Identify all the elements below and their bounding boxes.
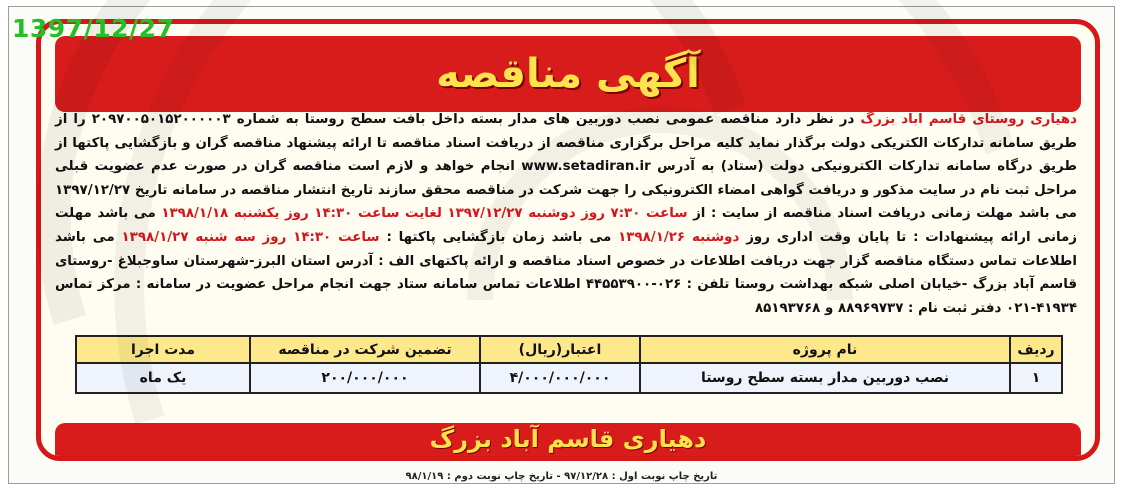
cell-row-number: ۱: [1010, 363, 1062, 393]
body-text-2: انجام خواهد و لازم است مناقصه گران در صورت عدم عضویت قبلی مراحل ثبت نام در سایت مذکور و دریافت گواهی امضاء الکترونیکی را جهت شرکت در مناقصه محقق سازند تاریخ انتشار مناقصه در سامانه تاریخ ۱۳۹۷/۱۲/۲۷ می باشد مهلت زمانی دریافت اسناد مناقصه از سایت : از: [55, 159, 1077, 222]
body-text-5: می باشد اطلاعات تماس دستگاه مناقصه گزار جهت دریافت اطلاعات در خصوص اسناد مناقصه و ارائه پاکتهای الف : آدرس استان البرز-شهرستان ساوجبلاغ -روستای قاسم آباد بزرگ -خیابان اصلی شبکه بهداشت روستا تلفن : ۰۲۶-۴۴۵۵۳۹۰۰ اطلاعات تماس سامانه ستاد جهت انجام مراحل عضویت در سامانه : مرکز تماس ۴۱۹۳۴-۰۲۱ دفتر ثبت نام : ۸۸۹۶۹۷۳۷ و ۸۵۱۹۳۷۶۸: [55, 229, 1077, 316]
print-dates: تاریخ چاپ نوبت اول : ۹۷/۱۲/۲۸ - تاریخ چاپ نوبت دوم : ۹۸/۱/۱۹: [405, 471, 718, 482]
title-band: [55, 36, 1081, 112]
opening-time: ساعت ۱۴:۳۰ روز سه شنبه ۱۳۹۸/۱/۲۷: [121, 229, 380, 245]
body-text-1: در نظر دارد مناقصه عمومی نصب دوربین های مدار بسته داخل بافت سطح روستا به شماره ۲۰۹۷۰۰۵۰۱۵۲۰۰۰۰۰۳ را از طریق سامانه تدارکات الکتریکی دولت برگذار نماید کلیه مراحل برگزاری مناقصه از دریافت اسناد مناقصه تا ارائه پیشنهاد مناقصه گران و بازگشایی پاکتها از طریق درگاه سامانه تدارکات الکترونیکی دولت (ستاد) به آدرس: [55, 112, 1077, 175]
header-duration: مدت اجرا: [76, 336, 250, 363]
cell-duration: یک ماه: [76, 363, 250, 393]
body-text-3: می باشد مهلت زمانی ارائه پیشنهادات : تا پایان وقت اداری روز: [55, 206, 1078, 245]
document-deadline: ساعت ۷:۳۰ روز دوشنبه ۱۳۹۷/۱۲/۲۷ لغایت ساعت ۱۴:۳۰ روز یکشنبه ۱۳۹۸/۱/۱۸: [161, 206, 688, 222]
cell-budget: ۴/۰۰۰/۰۰۰/۰۰۰: [480, 363, 640, 393]
notice-title: آگهی مناقصه: [436, 51, 700, 97]
header-row-number: ردیف: [1010, 336, 1062, 363]
submission-deadline: دوشنبه ۱۳۹۸/۱/۲۶: [618, 229, 740, 245]
table-header-row: [76, 336, 1062, 363]
header-guarantee: تضمین شرکت در مناقصه: [250, 336, 480, 363]
header-budget: اعتبار(ریال): [480, 336, 640, 363]
cell-guarantee: ۲۰۰/۰۰۰/۰۰۰: [250, 363, 480, 393]
notice-body: [55, 108, 1077, 320]
date-stamp: 1397/12/27: [12, 14, 175, 43]
organization-name: دهیاری روستای قاسم آباد بزرگ: [860, 112, 1078, 127]
footer-organization: دهیاری قاسم آباد بزرگ: [429, 425, 707, 453]
table-row: [76, 363, 1062, 393]
footer-band: [55, 423, 1081, 461]
website-link[interactable]: www.setadiran.ir: [521, 159, 651, 175]
notice-panel: [36, 19, 1100, 461]
header-project-name: نام پروژه: [640, 336, 1010, 363]
project-table: [75, 335, 1063, 394]
cell-project-name: نصب دوربین مدار بسته سطح روستا: [640, 363, 1010, 393]
body-text-4: می باشد زمان بازگشایی پاکتها :: [379, 229, 619, 245]
